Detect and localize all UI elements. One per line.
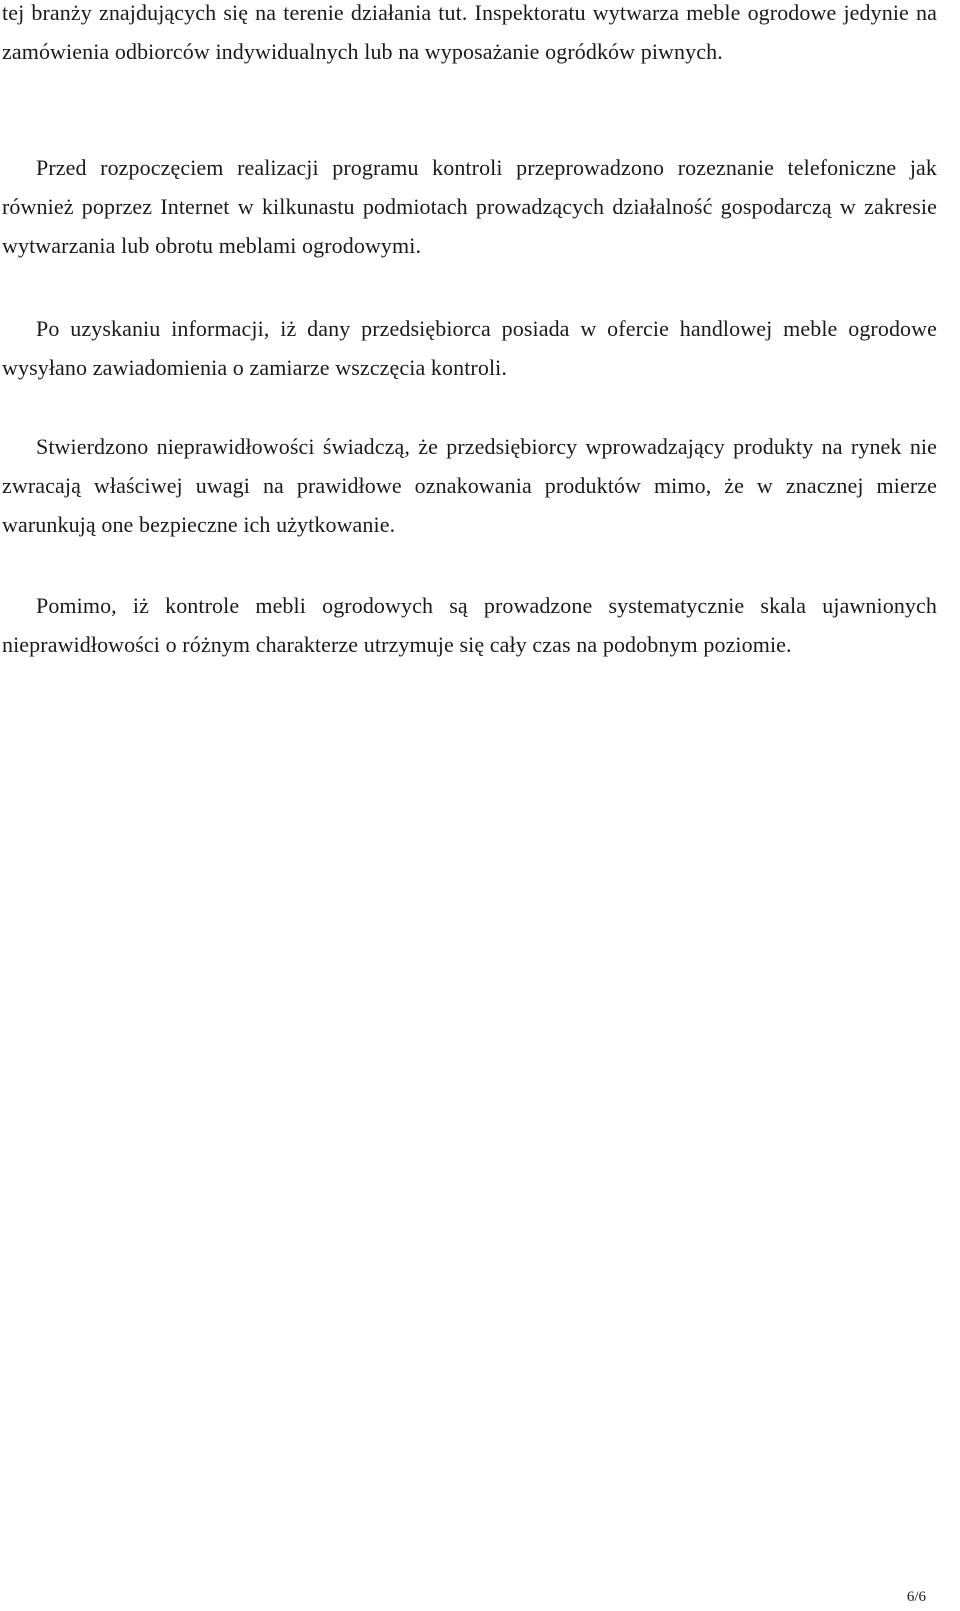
paragraph-irregularities: Stwierdzono nieprawidłowości świadczą, że przedsiębiorcy wprowadzający produkty na rynek nie zwracają właściwej uwagi na prawidłowe oznakowania produktów mimo, że w znacznej mierze warunkują one bezpieczne ich użytkowanie. xyxy=(2,434,937,537)
paragraph-notification: Po uzyskaniu informacji, iż dany przedsiębiorca posiada w ofercie handlowej meble ogrodowe wysyłano zawiadomienia o zamiarze wszczęcia kontroli. xyxy=(2,316,937,380)
page-number: 6/6 xyxy=(906,1589,926,1605)
paragraph-continuation: tej branży znajdujących się na terenie działania tut. Inspektoratu wytwarza meble ogrodowe jedynie na zamówienia odbiorców indywidualnych lub na wyposażanie ogródków piwnych. xyxy=(2,0,937,64)
paragraph-conclusion: Pomimo, iż kontrole mebli ogrodowych są prowadzone systematycznie skala ujawnionych nieprawidłowości o różnym charakterze utrzymuje się cały czas na podobnym poziomie. xyxy=(2,593,937,657)
paragraph-program-preparation: Przed rozpoczęciem realizacji programu kontroli przeprowadzono rozeznanie telefoniczne jak również poprzez Internet w kilkunastu podmiotach prowadzących działalność gospodarczą w zakresie wytwarzania lub obrotu meblami ogrodowymi. xyxy=(2,155,937,258)
